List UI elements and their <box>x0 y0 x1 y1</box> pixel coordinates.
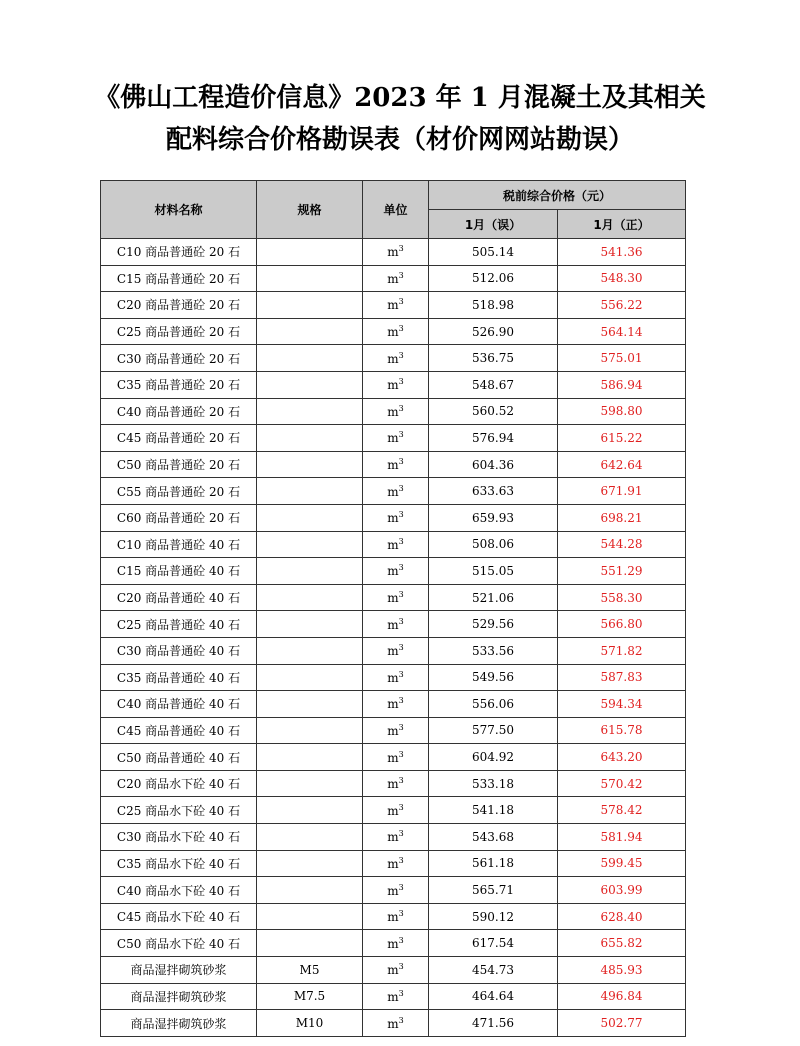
cell-unit <box>363 877 429 904</box>
unit-base: m <box>387 298 399 313</box>
cell-unit <box>363 744 429 771</box>
unit-power: 3 <box>398 324 404 334</box>
unit-power: 3 <box>398 377 404 387</box>
unit-base: m <box>387 777 399 792</box>
cell-unit <box>363 930 429 957</box>
unit-power: 3 <box>398 722 404 732</box>
cell-unit <box>363 451 429 478</box>
cell-price-corrected: 564.14 <box>558 318 686 345</box>
cell-material-name: C60 商品普通砼 20 石 <box>101 504 257 531</box>
table-row <box>101 478 686 505</box>
header-unit: 单位 <box>363 181 429 239</box>
unit-base: m <box>387 723 399 738</box>
unit-base: m <box>387 591 399 606</box>
cell-material-name: C50 商品普通砼 40 石 <box>101 744 257 771</box>
cell-material-name: C40 商品水下砼 40 石 <box>101 877 257 904</box>
unit-base: m <box>387 271 399 286</box>
cell-spec <box>257 318 363 345</box>
header-price-erroneous: 1月（误） <box>429 210 558 239</box>
cell-unit <box>363 425 429 452</box>
cell-unit <box>363 558 429 585</box>
cell-material-name: C30 商品普通砼 20 石 <box>101 345 257 372</box>
cell-unit <box>363 239 429 266</box>
cell-material-name: C45 商品普通砼 40 石 <box>101 717 257 744</box>
cell-spec <box>257 717 363 744</box>
unit-power: 3 <box>398 270 404 280</box>
unit-power: 3 <box>398 616 404 626</box>
table-row <box>101 531 686 558</box>
cell-spec <box>257 371 363 398</box>
cell-price-erroneous: 533.18 <box>429 770 558 797</box>
cell-unit <box>363 398 429 425</box>
cell-price-erroneous: 512.06 <box>429 265 558 292</box>
cell-price-corrected: 485.93 <box>558 957 686 984</box>
cell-price-erroneous: 549.56 <box>429 664 558 691</box>
unit-base: m <box>387 936 399 951</box>
cell-unit <box>363 637 429 664</box>
unit-power: 3 <box>398 802 404 812</box>
cell-unit <box>363 903 429 930</box>
table-row <box>101 717 686 744</box>
unit-base: m <box>387 245 399 260</box>
unit-base: m <box>387 537 399 552</box>
unit-base: m <box>387 1016 399 1031</box>
cell-price-erroneous: 518.98 <box>429 292 558 319</box>
cell-price-corrected: 541.36 <box>558 239 686 266</box>
cell-price-erroneous: 604.92 <box>429 744 558 771</box>
unit-base: m <box>387 697 399 712</box>
cell-material-name: C50 商品普通砼 20 石 <box>101 451 257 478</box>
cell-price-corrected: 628.40 <box>558 903 686 930</box>
cell-material-name: C20 商品普通砼 20 石 <box>101 292 257 319</box>
unit-power: 3 <box>398 350 404 360</box>
table-row <box>101 292 686 319</box>
cell-price-corrected: 603.99 <box>558 877 686 904</box>
table-row <box>101 850 686 877</box>
header-spec: 规格 <box>257 181 363 239</box>
cell-material-name: C35 商品普通砼 20 石 <box>101 371 257 398</box>
cell-material-name: C25 商品水下砼 40 石 <box>101 797 257 824</box>
cell-spec <box>257 425 363 452</box>
cell-spec <box>257 824 363 851</box>
unit-base: m <box>387 325 399 340</box>
price-correction-table <box>100 180 686 1037</box>
unit-base: m <box>387 830 399 845</box>
unit-base: m <box>387 670 399 685</box>
cell-spec <box>257 903 363 930</box>
cell-material-name: C15 商品普通砼 40 石 <box>101 558 257 585</box>
cell-material-name: C25 商品普通砼 20 石 <box>101 318 257 345</box>
cell-spec <box>257 877 363 904</box>
table-row <box>101 744 686 771</box>
table-row <box>101 691 686 718</box>
cell-unit <box>363 664 429 691</box>
table-row <box>101 558 686 585</box>
cell-unit <box>363 717 429 744</box>
cell-material-name: C45 商品水下砼 40 石 <box>101 903 257 930</box>
table-row <box>101 637 686 664</box>
cell-price-corrected: 586.94 <box>558 371 686 398</box>
table-row <box>101 770 686 797</box>
unit-base: m <box>387 803 399 818</box>
cell-spec <box>257 292 363 319</box>
table-row <box>101 451 686 478</box>
unit-power: 3 <box>398 669 404 679</box>
cell-unit <box>363 292 429 319</box>
table-row <box>101 345 686 372</box>
table-row <box>101 797 686 824</box>
page-title-line-1: 《佛山工程造价信息》2023 年 1 月混凝土及其相关 <box>94 83 706 113</box>
cell-material-name: 商品湿拌砌筑砂浆 <box>101 957 257 984</box>
cell-price-erroneous: 633.63 <box>429 478 558 505</box>
cell-price-erroneous: 541.18 <box>429 797 558 824</box>
table-row <box>101 318 686 345</box>
cell-unit <box>363 850 429 877</box>
unit-base: m <box>387 378 399 393</box>
table-row <box>101 239 686 266</box>
cell-price-corrected: 551.29 <box>558 558 686 585</box>
table-row <box>101 425 686 452</box>
cell-spec <box>257 584 363 611</box>
cell-price-erroneous: 471.56 <box>429 1010 558 1037</box>
table-body <box>101 239 686 1037</box>
cell-unit <box>363 504 429 531</box>
unit-base: m <box>387 404 399 419</box>
cell-spec <box>257 611 363 638</box>
cell-material-name: C15 商品普通砼 20 石 <box>101 265 257 292</box>
cell-spec <box>257 558 363 585</box>
unit-power: 3 <box>398 829 404 839</box>
cell-material-name: C35 商品水下砼 40 石 <box>101 850 257 877</box>
cell-material-name: C40 商品普通砼 20 石 <box>101 398 257 425</box>
table-row <box>101 1010 686 1037</box>
unit-base: m <box>387 564 399 579</box>
cell-unit <box>363 345 429 372</box>
table-row <box>101 957 686 984</box>
cell-spec <box>257 664 363 691</box>
cell-spec: M5 <box>257 957 363 984</box>
unit-base: m <box>387 883 399 898</box>
cell-material-name: C10 商品普通砼 20 石 <box>101 239 257 266</box>
cell-spec <box>257 770 363 797</box>
unit-base: m <box>387 511 399 526</box>
header-material-name: 材料名称 <box>101 181 257 239</box>
table-row <box>101 664 686 691</box>
cell-price-erroneous: 515.05 <box>429 558 558 585</box>
cell-price-erroneous: 505.14 <box>429 239 558 266</box>
unit-power: 3 <box>398 590 404 600</box>
cell-material-name: 商品湿拌砌筑砂浆 <box>101 983 257 1010</box>
unit-power: 3 <box>398 643 404 653</box>
unit-base: m <box>387 644 399 659</box>
cell-spec <box>257 451 363 478</box>
cell-price-erroneous: 659.93 <box>429 504 558 531</box>
table-row <box>101 398 686 425</box>
unit-power: 3 <box>398 1015 404 1025</box>
unit-power: 3 <box>398 536 404 546</box>
cell-material-name: C20 商品普通砼 40 石 <box>101 584 257 611</box>
unit-power: 3 <box>398 882 404 892</box>
cell-price-erroneous: 548.67 <box>429 371 558 398</box>
cell-price-erroneous: 536.75 <box>429 345 558 372</box>
cell-price-corrected: 615.22 <box>558 425 686 452</box>
cell-price-erroneous: 464.64 <box>429 983 558 1010</box>
cell-price-erroneous: 604.36 <box>429 451 558 478</box>
cell-price-erroneous: 560.52 <box>429 398 558 425</box>
cell-price-corrected: 698.21 <box>558 504 686 531</box>
cell-material-name: C20 商品水下砼 40 石 <box>101 770 257 797</box>
unit-power: 3 <box>398 457 404 467</box>
cell-spec <box>257 265 363 292</box>
cell-spec <box>257 345 363 372</box>
cell-price-corrected: 566.80 <box>558 611 686 638</box>
cell-spec <box>257 504 363 531</box>
cell-price-erroneous: 556.06 <box>429 691 558 718</box>
cell-price-erroneous: 526.90 <box>429 318 558 345</box>
unit-power: 3 <box>398 430 404 440</box>
cell-unit <box>363 265 429 292</box>
cell-price-corrected: 502.77 <box>558 1010 686 1037</box>
cell-price-erroneous: 521.06 <box>429 584 558 611</box>
cell-unit <box>363 1010 429 1037</box>
cell-price-erroneous: 533.56 <box>429 637 558 664</box>
unit-power: 3 <box>398 935 404 945</box>
unit-power: 3 <box>398 749 404 759</box>
cell-price-corrected: 496.84 <box>558 983 686 1010</box>
cell-unit <box>363 371 429 398</box>
cell-spec <box>257 797 363 824</box>
cell-price-corrected: 571.82 <box>558 637 686 664</box>
unit-base: m <box>387 484 399 499</box>
cell-price-corrected: 671.91 <box>558 478 686 505</box>
cell-spec <box>257 478 363 505</box>
unit-power: 3 <box>398 483 404 493</box>
cell-price-erroneous: 577.50 <box>429 717 558 744</box>
unit-base: m <box>387 750 399 765</box>
cell-unit <box>363 691 429 718</box>
cell-material-name: C25 商品普通砼 40 石 <box>101 611 257 638</box>
cell-price-erroneous: 529.56 <box>429 611 558 638</box>
cell-price-erroneous: 576.94 <box>429 425 558 452</box>
unit-power: 3 <box>398 403 404 413</box>
cell-material-name: C35 商品普通砼 40 石 <box>101 664 257 691</box>
unit-base: m <box>387 431 399 446</box>
cell-spec <box>257 398 363 425</box>
cell-price-corrected: 643.20 <box>558 744 686 771</box>
cell-spec <box>257 691 363 718</box>
unit-base: m <box>387 910 399 925</box>
unit-power: 3 <box>398 244 404 254</box>
cell-material-name: C45 商品普通砼 20 石 <box>101 425 257 452</box>
cell-unit <box>363 478 429 505</box>
unit-power: 3 <box>398 297 404 307</box>
cell-unit <box>363 797 429 824</box>
cell-price-corrected: 615.78 <box>558 717 686 744</box>
cell-material-name: C40 商品普通砼 40 石 <box>101 691 257 718</box>
unit-base: m <box>387 989 399 1004</box>
unit-base: m <box>387 617 399 632</box>
cell-spec: M10 <box>257 1010 363 1037</box>
table-row <box>101 371 686 398</box>
cell-spec <box>257 531 363 558</box>
cell-price-corrected: 570.42 <box>558 770 686 797</box>
cell-material-name: C30 商品普通砼 40 石 <box>101 637 257 664</box>
table-row <box>101 930 686 957</box>
cell-price-corrected: 598.80 <box>558 398 686 425</box>
unit-power: 3 <box>398 510 404 520</box>
header-price-corrected: 1月（正） <box>558 210 686 239</box>
cell-price-corrected: 558.30 <box>558 584 686 611</box>
cell-spec <box>257 637 363 664</box>
cell-spec <box>257 850 363 877</box>
cell-price-corrected: 587.83 <box>558 664 686 691</box>
cell-price-corrected: 655.82 <box>558 930 686 957</box>
cell-unit <box>363 824 429 851</box>
unit-base: m <box>387 963 399 978</box>
unit-power: 3 <box>398 988 404 998</box>
cell-price-erroneous: 617.54 <box>429 930 558 957</box>
table-row <box>101 983 686 1010</box>
cell-price-corrected: 578.42 <box>558 797 686 824</box>
cell-price-erroneous: 454.73 <box>429 957 558 984</box>
cell-material-name: C50 商品水下砼 40 石 <box>101 930 257 957</box>
unit-power: 3 <box>398 855 404 865</box>
cell-unit <box>363 983 429 1010</box>
cell-price-erroneous: 508.06 <box>429 531 558 558</box>
unit-base: m <box>387 856 399 871</box>
cell-price-corrected: 599.45 <box>558 850 686 877</box>
cell-price-erroneous: 590.12 <box>429 903 558 930</box>
cell-price-erroneous: 565.71 <box>429 877 558 904</box>
table-row <box>101 265 686 292</box>
cell-price-corrected: 594.34 <box>558 691 686 718</box>
unit-power: 3 <box>398 962 404 972</box>
cell-unit <box>363 584 429 611</box>
unit-power: 3 <box>398 696 404 706</box>
header-price-group: 税前综合价格（元） <box>429 181 686 210</box>
cell-price-corrected: 581.94 <box>558 824 686 851</box>
unit-base: m <box>387 351 399 366</box>
unit-power: 3 <box>398 563 404 573</box>
cell-price-corrected: 548.30 <box>558 265 686 292</box>
cell-unit <box>363 318 429 345</box>
unit-power: 3 <box>398 909 404 919</box>
cell-material-name: 商品湿拌砌筑砂浆 <box>101 1010 257 1037</box>
table-row <box>101 504 686 531</box>
cell-unit <box>363 531 429 558</box>
cell-material-name: C30 商品水下砼 40 石 <box>101 824 257 851</box>
table-row <box>101 584 686 611</box>
cell-price-corrected: 575.01 <box>558 345 686 372</box>
table-row <box>101 611 686 638</box>
cell-spec: M7.5 <box>257 983 363 1010</box>
cell-material-name: C10 商品普通砼 40 石 <box>101 531 257 558</box>
cell-price-corrected: 556.22 <box>558 292 686 319</box>
cell-spec <box>257 744 363 771</box>
page-title-line-2: 配料综合价格勘误表（材价网网站勘误） <box>165 125 634 155</box>
table-row <box>101 877 686 904</box>
cell-price-corrected: 544.28 <box>558 531 686 558</box>
cell-spec <box>257 930 363 957</box>
cell-spec <box>257 239 363 266</box>
cell-unit <box>363 957 429 984</box>
cell-unit <box>363 611 429 638</box>
cell-unit <box>363 770 429 797</box>
cell-material-name: C55 商品普通砼 20 石 <box>101 478 257 505</box>
unit-power: 3 <box>398 776 404 786</box>
table-row <box>101 903 686 930</box>
cell-price-erroneous: 543.68 <box>429 824 558 851</box>
unit-base: m <box>387 458 399 473</box>
cell-price-erroneous: 561.18 <box>429 850 558 877</box>
cell-price-corrected: 642.64 <box>558 451 686 478</box>
table-row <box>101 824 686 851</box>
